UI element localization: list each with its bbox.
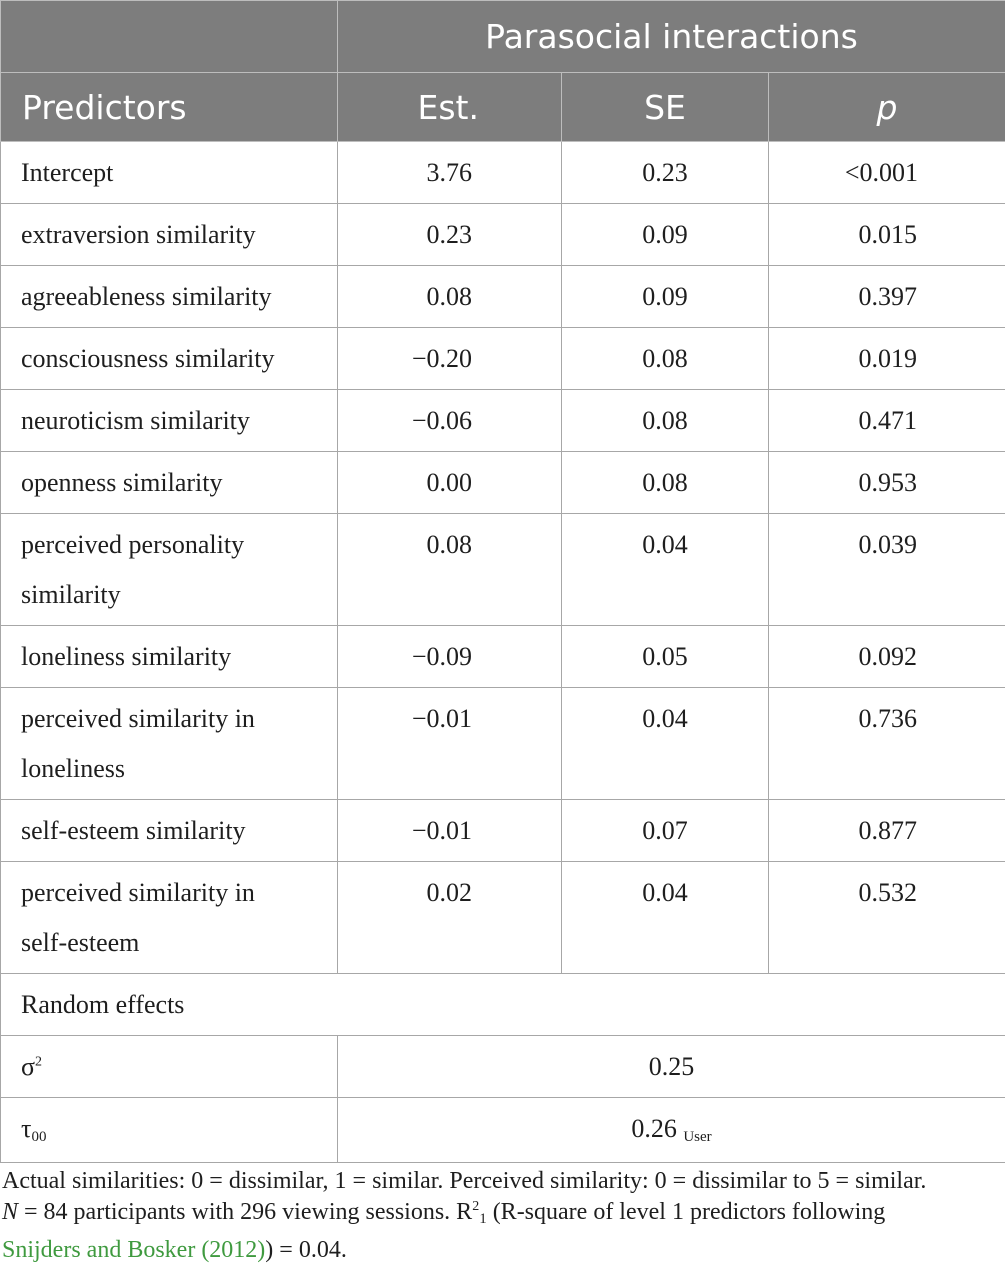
table-footnote — [0, 1166, 1005, 1266]
p-value: 0.397 — [769, 266, 1005, 328]
sigma-symbol: σ — [21, 1052, 36, 1081]
predictor-name: neuroticism similarity — [1, 390, 338, 452]
n-label: N — [2, 1199, 19, 1225]
se-value: 0.04 — [562, 514, 769, 626]
predictor-name: extraversion similarity — [1, 204, 338, 266]
predictor-name — [1, 688, 338, 800]
predictor-name-text: perceived personality similarity — [21, 530, 245, 609]
table-row — [1, 390, 1005, 452]
est-value: 0.02 — [338, 862, 562, 974]
se-value: 0.05 — [562, 626, 769, 688]
table-row — [1, 626, 1005, 688]
sigma-row — [1, 1036, 1005, 1098]
predictor-name-text: perceived similarity in self-esteem — [21, 878, 255, 957]
sigma-superscript: 2 — [35, 1054, 43, 1070]
est-value: −0.20 — [338, 328, 562, 390]
footnote-line-2-tail: (R-square of level 1 predictors following — [486, 1199, 886, 1225]
p-value: 0.039 — [769, 514, 1005, 626]
table-row — [1, 204, 1005, 266]
p-value: 0.015 — [769, 204, 1005, 266]
footnote-line-2 — [0, 1197, 1005, 1235]
table-row — [1, 688, 1005, 800]
est-value: 0.08 — [338, 514, 562, 626]
se-value: 0.04 — [562, 862, 769, 974]
predictor-name — [1, 862, 338, 974]
table-row — [1, 800, 1005, 862]
footnote-line-3 — [0, 1235, 1005, 1266]
se-value: 0.07 — [562, 800, 769, 862]
est-value: −0.09 — [338, 626, 562, 688]
footnote-line-3-tail: ) = 0.04. — [265, 1237, 347, 1263]
header-blank-cell — [1, 1, 338, 73]
p-value: 0.736 — [769, 688, 1005, 800]
est-value: 0.23 — [338, 204, 562, 266]
tau-value-cell — [338, 1098, 1005, 1163]
predictor-name: agreeableness similarity — [1, 266, 338, 328]
p-header: p — [769, 73, 1005, 142]
se-value: 0.08 — [562, 328, 769, 390]
predictor-name-text: perceived similarity in loneliness — [21, 704, 255, 783]
p-value: 0.471 — [769, 390, 1005, 452]
predictor-name — [1, 514, 338, 626]
random-effects-label: Random effects — [1, 974, 1005, 1036]
est-value: 0.08 — [338, 266, 562, 328]
se-value: 0.23 — [562, 142, 769, 204]
est-value: 3.76 — [338, 142, 562, 204]
p-value: 0.092 — [769, 626, 1005, 688]
footnote-line-2-text: = 84 participants with 296 viewing sessions. R — [18, 1199, 473, 1225]
p-value: 0.532 — [769, 862, 1005, 974]
tau-symbol: τ — [21, 1114, 32, 1143]
r-superscript: 2 — [472, 1199, 480, 1214]
r-subscript: 1 — [479, 1211, 487, 1227]
se-value: 0.04 — [562, 688, 769, 800]
est-value: −0.06 — [338, 390, 562, 452]
sigma-label — [1, 1036, 338, 1098]
tau-value-subscript: User — [683, 1129, 712, 1145]
random-effects-row — [1, 974, 1005, 1036]
est-value: −0.01 — [338, 800, 562, 862]
table-row — [1, 452, 1005, 514]
p-value: 0.953 — [769, 452, 1005, 514]
se-value: 0.08 — [562, 390, 769, 452]
predictor-name: Intercept — [1, 142, 338, 204]
se-value: 0.09 — [562, 204, 769, 266]
predictor-name: consciousness similarity — [1, 328, 338, 390]
predictor-name: loneliness similarity — [1, 626, 338, 688]
est-value: 0.00 — [338, 452, 562, 514]
est-header: Est. — [338, 73, 562, 142]
tau-label — [1, 1098, 338, 1163]
predictor-name: openness similarity — [1, 452, 338, 514]
predictors-header: Predictors — [1, 73, 338, 142]
p-value: <0.001 — [769, 142, 1005, 204]
tau-value: 0.26 — [631, 1114, 677, 1143]
predictor-name: self-esteem similarity — [1, 800, 338, 862]
est-value: −0.01 — [338, 688, 562, 800]
sigma-value: 0.25 — [338, 1036, 1005, 1098]
table-row — [1, 142, 1005, 204]
p-value: 0.019 — [769, 328, 1005, 390]
table-row — [1, 862, 1005, 974]
se-header: SE — [562, 73, 769, 142]
se-value: 0.08 — [562, 452, 769, 514]
footnote-line-1: Actual similarities: 0 = dissimilar, 1 = similar. Perceived similarity: 0 = dissimilar to 5 = similar. — [2, 1168, 927, 1194]
tau-row — [1, 1098, 1005, 1163]
table-row — [1, 328, 1005, 390]
table-row — [1, 514, 1005, 626]
table-row — [1, 266, 1005, 328]
reference-link[interactable]: Snijders and Bosker (2012) — [2, 1237, 266, 1263]
se-value: 0.09 — [562, 266, 769, 328]
p-value: 0.877 — [769, 800, 1005, 862]
tau-subscript: 00 — [31, 1129, 47, 1145]
group-header: Parasocial interactions — [338, 1, 1005, 73]
